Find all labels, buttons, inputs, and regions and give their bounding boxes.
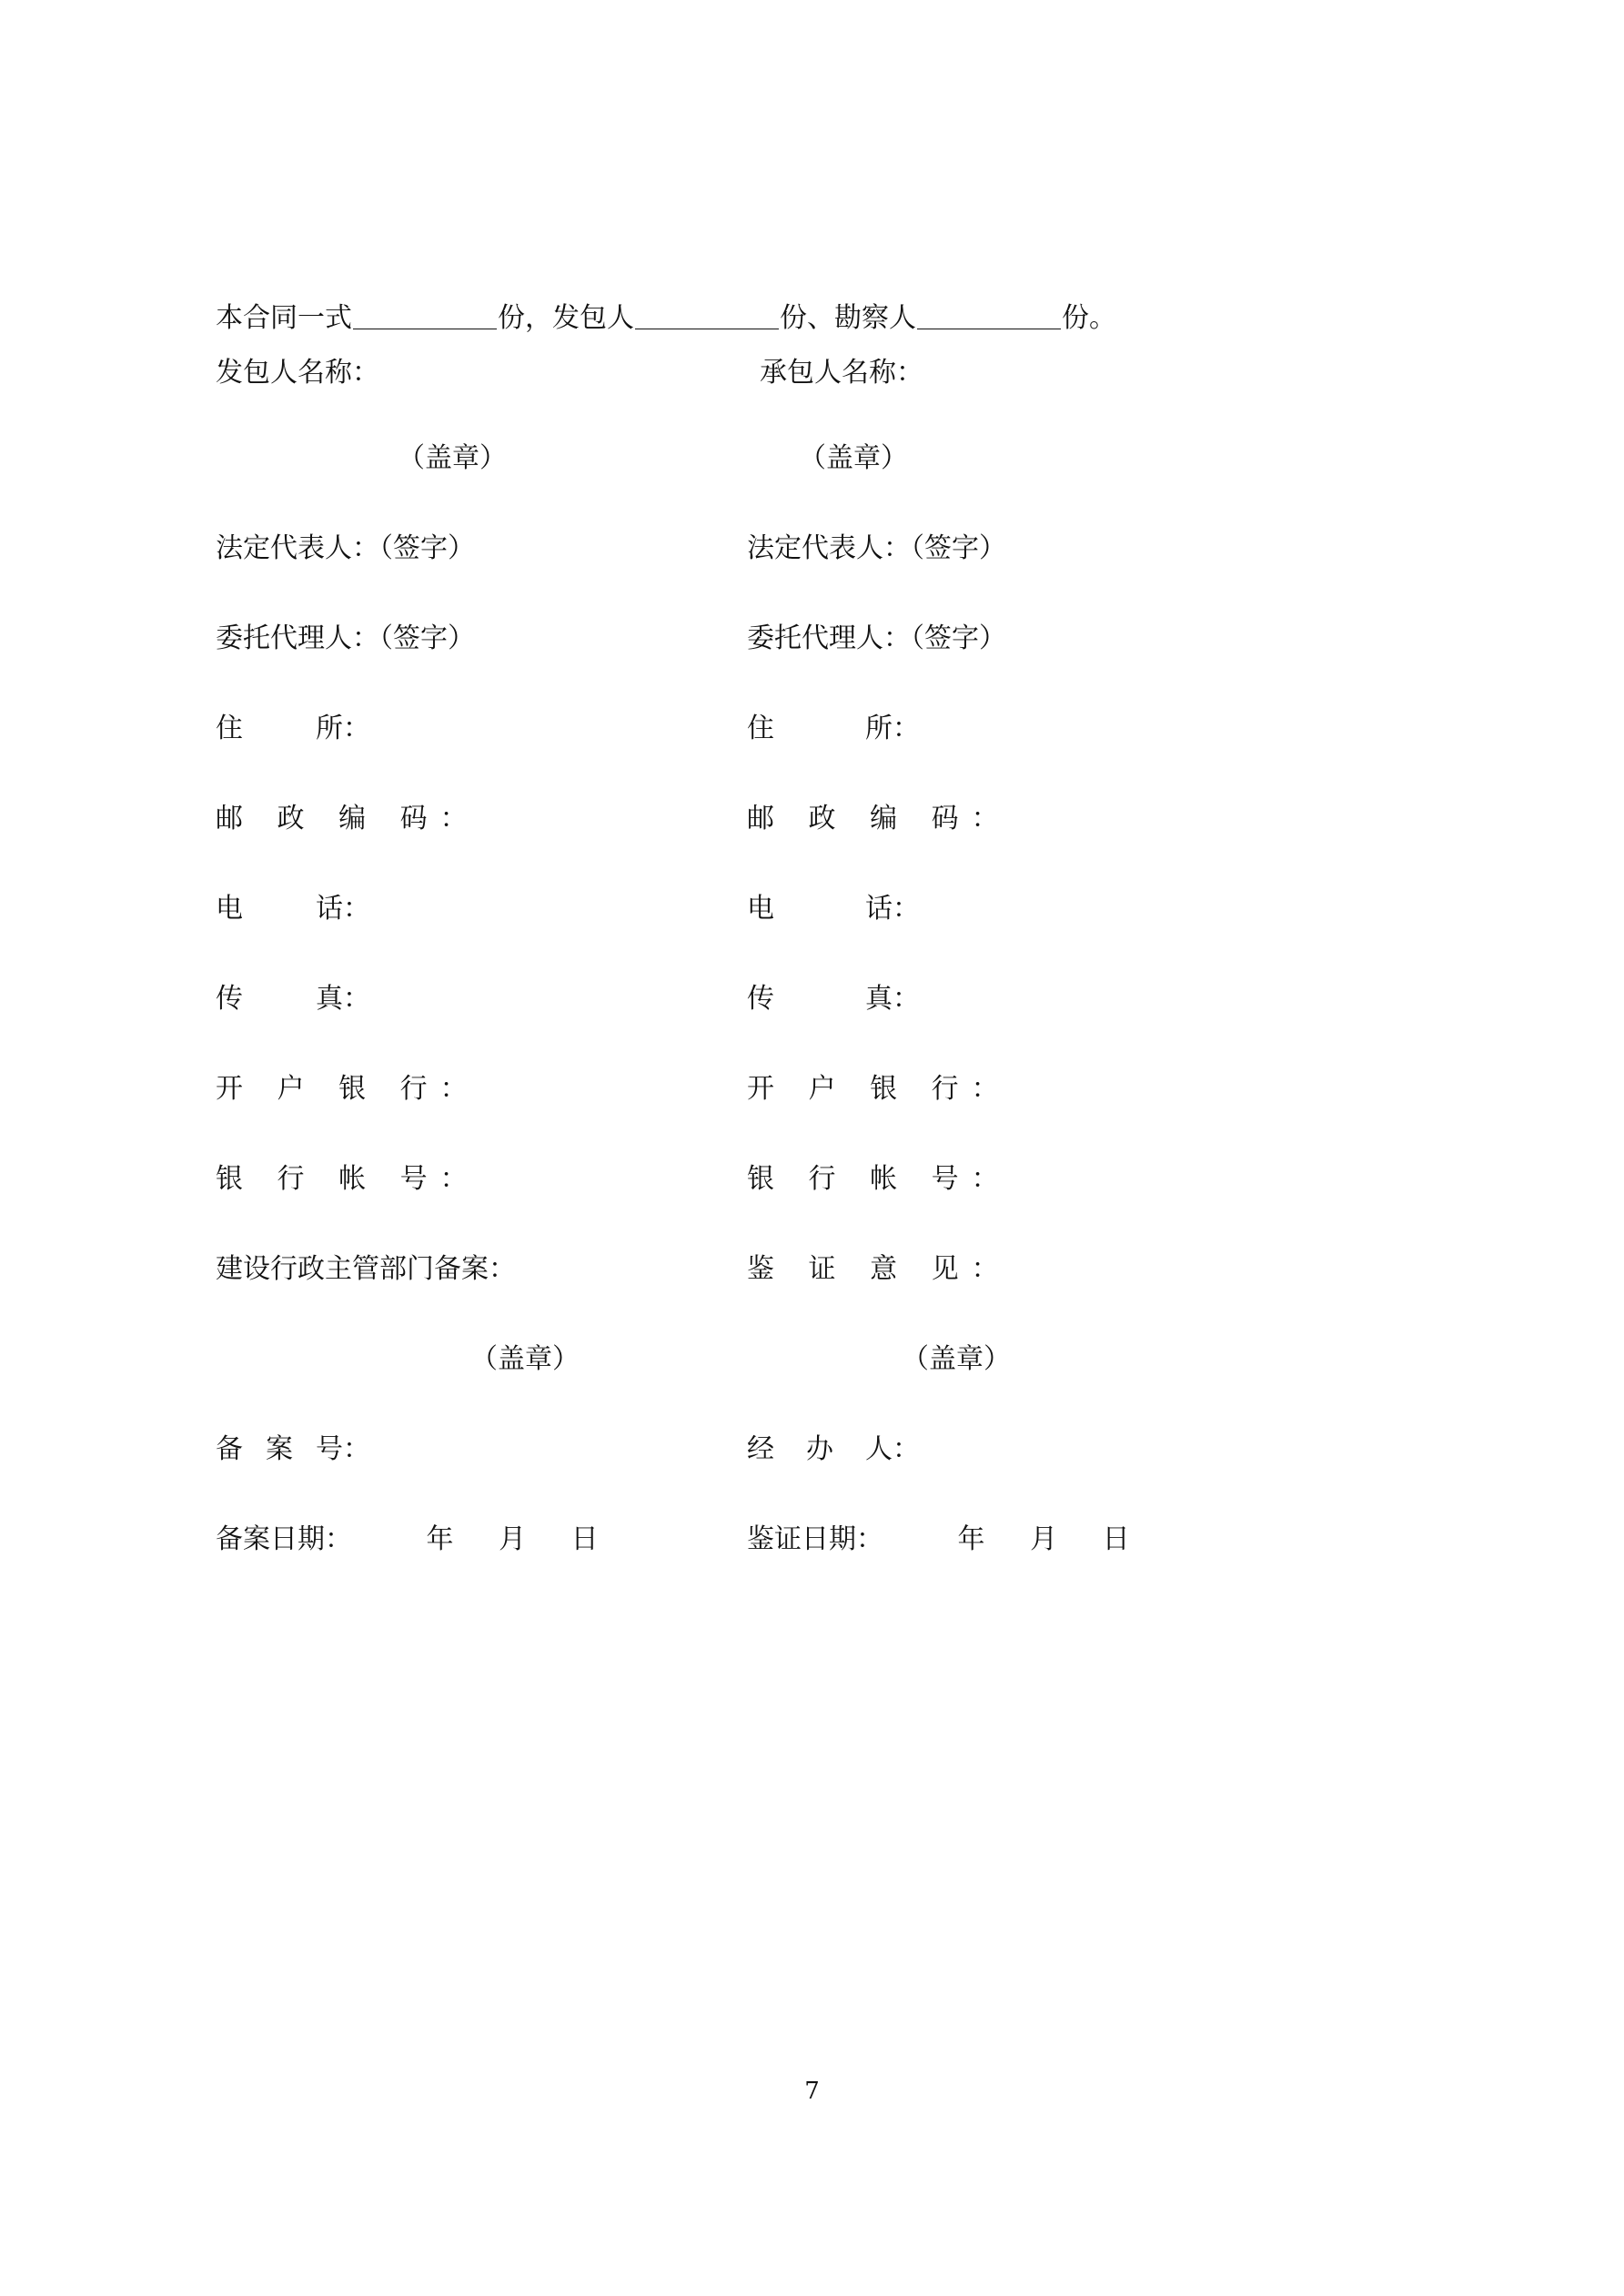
copies-employer-blank[interactable] xyxy=(635,328,779,329)
copies-part3: 份。 xyxy=(1062,302,1116,334)
filing-number-label xyxy=(216,1433,370,1466)
contractor-address-a: 住 xyxy=(747,713,774,744)
page-number: 7 xyxy=(804,2078,820,2105)
contractor-seal: （盖章） xyxy=(799,442,908,474)
contractor-phone-a: 电 xyxy=(747,893,774,925)
employer-seal: （盖章） xyxy=(398,442,507,474)
certification-date-row xyxy=(747,1523,1130,1556)
filing-date-month: 月 xyxy=(499,1523,527,1555)
certification-date-label: 鉴证日期： xyxy=(747,1523,883,1555)
copies-surveyor-blank[interactable] xyxy=(917,328,1061,329)
contractor-bank-label: 开 户 银 行： xyxy=(747,1073,1012,1105)
contractor-fax-label xyxy=(747,983,920,1016)
certification-date-year: 年 xyxy=(957,1523,985,1555)
filing-number-a: 备 xyxy=(216,1433,243,1465)
employer-name-label: 发包人名称： xyxy=(216,357,379,389)
employer-fax-label xyxy=(216,983,370,1016)
filing-date-row xyxy=(216,1523,599,1556)
copies-part2: 份、勘察人 xyxy=(780,302,916,334)
employer-postcode-label: 邮 政 编 码： xyxy=(216,803,480,834)
employer-phone-label xyxy=(216,893,370,925)
copies-total-blank[interactable] xyxy=(353,328,497,329)
filing-number-c: 号： xyxy=(316,1433,370,1465)
handler-a: 经 xyxy=(747,1433,774,1465)
employer-address-a: 住 xyxy=(216,713,243,744)
contractor-account-label: 银 行 帐 号： xyxy=(747,1163,1012,1195)
contractor-address-b: 所： xyxy=(865,713,920,744)
employer-phone-b: 话： xyxy=(316,893,370,925)
certification-opinion-label: 鉴 证 意 见： xyxy=(747,1253,1012,1285)
copies-prefix: 本合同一式 xyxy=(216,302,352,334)
handler-b: 办 xyxy=(806,1433,833,1465)
contractor-phone-b: 话： xyxy=(865,893,920,925)
contractor-phone-label xyxy=(747,893,920,925)
employer-account-label: 银 行 帐 号： xyxy=(216,1163,480,1195)
employer-address-b: 所： xyxy=(316,713,370,744)
filing-number-b: 案 xyxy=(266,1433,293,1465)
contractor-postcode-label: 邮 政 编 码： xyxy=(747,803,1012,834)
handler-c: 人： xyxy=(865,1433,920,1465)
employer-legal-rep: 法定代表人：（签字） xyxy=(216,532,475,564)
contractor-fax-b: 真： xyxy=(865,983,920,1015)
contractor-legal-rep: 法定代表人：（签字） xyxy=(747,532,1006,564)
employer-address-label xyxy=(216,713,370,745)
contractor-fax-a: 传 xyxy=(747,983,774,1015)
copies-part1: 份，发包人 xyxy=(498,302,634,334)
handler-label xyxy=(747,1433,920,1466)
contractor-address-label xyxy=(747,713,920,745)
certification-date-day: 日 xyxy=(1102,1523,1130,1555)
certification-date-month: 月 xyxy=(1030,1523,1058,1555)
employer-bank-label: 开 户 银 行： xyxy=(216,1073,480,1105)
employer-fax-a: 传 xyxy=(216,983,243,1015)
copies-line xyxy=(216,302,1116,335)
filing-authority-label: 建设行政主管部门备案： xyxy=(216,1253,516,1285)
employer-agent: 委托代理人：（签字） xyxy=(216,622,475,654)
employer-fax-b: 真： xyxy=(316,983,370,1015)
contractor-agent: 委托代理人：（签字） xyxy=(747,622,1006,654)
contractor-name-label: 承包人名称： xyxy=(760,357,923,389)
filing-seal: （盖章） xyxy=(470,1343,580,1375)
filing-date-day: 日 xyxy=(570,1523,599,1555)
certification-seal: （盖章） xyxy=(902,1343,1011,1375)
employer-phone-a: 电 xyxy=(216,893,243,925)
filing-date-year: 年 xyxy=(426,1523,454,1555)
filing-date-label: 备案日期： xyxy=(216,1523,352,1555)
